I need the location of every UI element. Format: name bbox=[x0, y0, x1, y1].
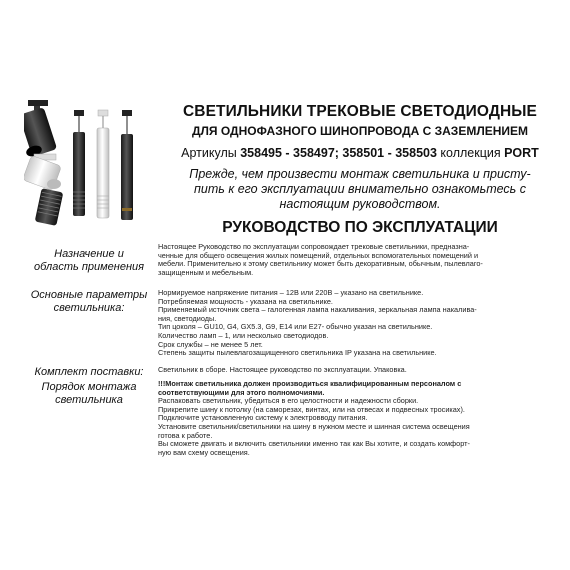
articles-prefix: Артикулы bbox=[181, 146, 241, 160]
collection-name: PORT bbox=[504, 146, 539, 160]
articles-line bbox=[160, 146, 560, 160]
text-line: защищенным и мебельным. bbox=[158, 267, 254, 277]
warning-line: настоящим руководством. bbox=[279, 197, 441, 211]
spot-black-short bbox=[24, 100, 57, 158]
label-kit bbox=[22, 366, 156, 379]
text-line: ную вам схему освещения. bbox=[158, 447, 250, 457]
text-line: Установите светильник/светильники на шину в нужном месте и шинная система освещения bbox=[158, 421, 470, 431]
text-line: мебели. Применительно к этому светильнику может быть декоративным, обычным, пылевлаго- bbox=[158, 259, 483, 269]
label-install bbox=[22, 381, 156, 407]
manual-title: РУКОВОДСТВО ПО ЭКСПЛУАТАЦИИ bbox=[222, 219, 498, 236]
warning-bold-line: !!!Монтаж светильника должен производиться квалифицированным персоналом с bbox=[158, 379, 462, 388]
text-line: Прикрепите шину к потолку (на саморезах, винтах, или на отвесах и подвесных тросиках). bbox=[158, 404, 465, 414]
pendant-white bbox=[97, 110, 109, 218]
text-line: Вы сможете двигать и включить светильники именно так как Вы хотите, и создать комфорт- bbox=[158, 439, 470, 449]
text-line: Срок службы – не менее 5 лет. bbox=[158, 339, 263, 349]
text-line: Тип цоколя – GU10, G4, GX5.3, G9, E14 или E27- обычно указан на светильнике. bbox=[158, 322, 433, 332]
label-line: Порядок монтажа bbox=[41, 381, 137, 393]
text-line: ченные для общего освещения жилых помещений, отдельных вспомогательных помещений и bbox=[158, 250, 479, 260]
spot-black-ribbed bbox=[35, 188, 64, 226]
install-text bbox=[158, 380, 470, 457]
text-line: готова к работе. bbox=[158, 430, 213, 440]
text-line: Подключите установленную систему к электровводу питания. bbox=[158, 413, 368, 423]
warning-bold-line: соответствующими для этого полномочиями. bbox=[158, 387, 325, 397]
text-line: Светильник в сборе. Настоящее руководство по эксплуатации. Упаковка. bbox=[158, 365, 407, 374]
label-line: Комплект поставки: bbox=[34, 366, 144, 378]
articles-numbers: 358495 - 358497; 358501 - 358503 bbox=[240, 146, 437, 160]
text-line: Распаковать светильник, убедиться в его целостности и надежности сборки. bbox=[158, 396, 419, 406]
warning-line: Прежде, чем произвести монтаж светильника и присту- bbox=[189, 167, 531, 181]
product-image bbox=[24, 96, 152, 228]
text-line: Степень защиты пылевлагозащищенного светильника IP указана на светильнике. bbox=[158, 348, 437, 358]
pendant-black-2 bbox=[121, 110, 133, 220]
title-line-2: ДЛЯ ОДНОФАЗНОГО ШИНОПРОВОДА С ЗАЗЕМЛЕНИЕМ bbox=[191, 124, 529, 138]
spot-white-short bbox=[24, 154, 61, 191]
warning-text bbox=[166, 167, 554, 212]
title-line-1: СВЕТИЛЬНИКИ ТРЕКОВЫЕ СВЕТОДИОДНЫЕ bbox=[182, 103, 537, 120]
label-line: светильника: bbox=[53, 302, 125, 314]
kit-text bbox=[158, 366, 407, 375]
text-line: Количество ламп – 1, или несколько светодиодов. bbox=[158, 330, 329, 340]
articles-mid: коллекция bbox=[436, 146, 505, 160]
text-line: Потребляемая мощность - указана на светильнике. bbox=[158, 296, 333, 306]
text-line: Применяемый источник света – галогенная лампа накаливания, зеркальная лампа накалива- bbox=[158, 305, 477, 315]
params-text bbox=[158, 289, 477, 358]
warning-line: пить к его эксплуатации внимательно ознакомьтесь с bbox=[194, 182, 526, 196]
pendant-black-1 bbox=[73, 110, 85, 216]
purpose-text bbox=[158, 243, 483, 277]
text-line: ния, светодиоды. bbox=[158, 313, 217, 323]
label-params bbox=[22, 289, 156, 315]
label-line: Назначение и bbox=[54, 248, 124, 260]
label-line: область применения bbox=[33, 261, 145, 273]
label-line: Основные параметры bbox=[30, 289, 148, 301]
text-line: Настоящее Руководство по эксплуатации сопровождает трековые светильники, предназна- bbox=[158, 242, 470, 251]
text-line: Нормируемое напряжение питания – 12В или 220В – указано на светильнике. bbox=[158, 288, 424, 297]
label-line: светильника bbox=[55, 394, 123, 406]
label-purpose bbox=[22, 248, 156, 274]
